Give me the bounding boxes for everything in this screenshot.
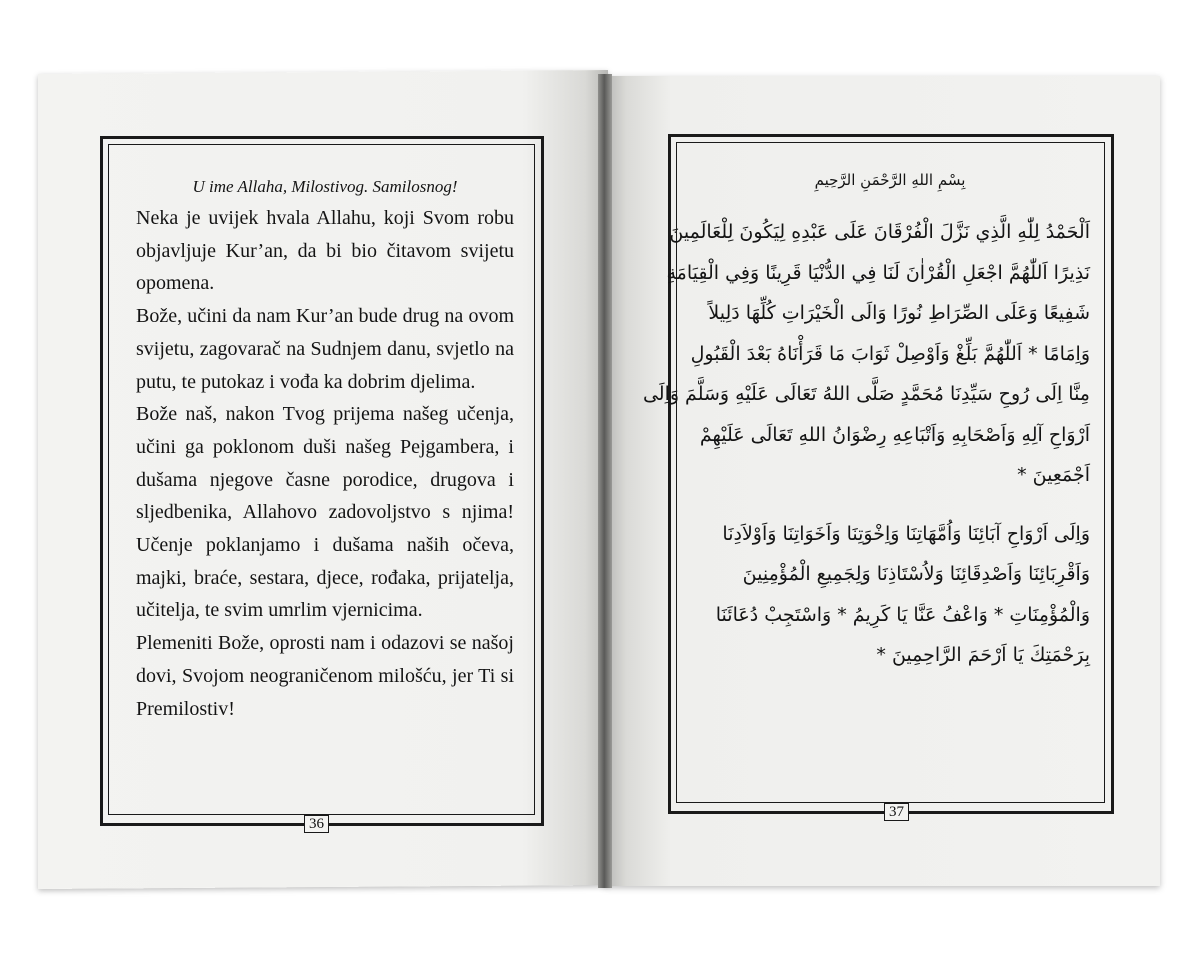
right-page-content <box>642 168 1090 676</box>
arabic-line: مِنَّا اِلَى رُوحِ سَيِّدِنَا مُحَمَّدٍ صَلَّى اللهُ تَعَالَى عَلَيْهِ وَسَلَّمَ وَاِلَى <box>642 383 1090 405</box>
paragraph-praise: Neka je uvijek hvala Allahu, koji Svom robu objavljuje Kur’an, da bi bio čitavom svijetu opomena. <box>136 207 514 295</box>
arabic-line: وَاِلَى اَرْوَاحِ آبَائِنَا وَاُمَّهَاتِنَا وَاِخْوَتِنَا وَاَخَوَاتِنَا وَاَوْلاَدِنَا <box>722 522 1090 545</box>
arabic-line: نَذِيرًا اَللّٰهُمَّ اجْعَلِ الْقُرْاٰنَ لَنَا فِي الدُّنْيَا قَرِينًا وَفِي الْقِيَامَةِ <box>666 261 1090 284</box>
arabic-line: وَاَقْرِبَائِنَا وَاَصْدِقَائِنَا وَلاُسْتَاذِنَا وَلِجَمِيعِ الْمُؤْمِنِينَ <box>742 563 1090 585</box>
left-page-number: 36 <box>304 815 329 833</box>
arabic-block-1 <box>642 212 1090 496</box>
left-page-content <box>136 176 514 725</box>
arabic-line: شَفِيعًا وَعَلَى الصِّرَاطِ نُورًا وَالَى الْخَيْرَاتِ كُلِّهَا دَلِيلاً <box>708 302 1090 324</box>
right-page-number: 37 <box>884 803 909 821</box>
paragraph-dedication: Bože naš, nakon Tvog prijema našeg učenja, učini ga poklonom duši našeg Pejgambera, i dušama njegove časne porodice, drugova i sljedbenika, Allahovo zadovoljstvo s njima! Učenje poklanjamo i dušama naših očeva, majki, braće, sestara, djece, rođaka, prijatelja, učitelja, te svim umrlim vjernicima. <box>136 403 514 622</box>
arabic-bismillah: بِسْمِ اللهِ الرَّحْمَنِ الرَّحِيمِ <box>814 171 966 189</box>
left-page-heading: U ime Allaha, Milostivog. Samilosnog! <box>192 177 458 196</box>
arabic-line: اَرْوَاحِ آلِهِ وَاَصْحَابِهِ وَاَتْبَاعِهِ رِضْوَانُ اللهِ تَعَالَى عَلَيْهِمْ <box>699 423 1090 446</box>
paragraph-quran-companion: Bože, učini da nam Kur’an bude drug na ovom svijetu, zagovarač na Sudnjem danu, svjetlo na putu, te putokaz i vođa ka dobrim djelima. <box>136 305 514 393</box>
arabic-line: وَاِمَامًا * اَللّٰهُمَّ بَلِّغْ وَاَوْصِلْ ثَوَابَ مَا قَرَأْنَاهُ بَعْدَ الْقَبُولِ <box>690 342 1090 365</box>
arabic-line: اَجْمَعِينَ * <box>1017 464 1090 486</box>
arabic-block-2 <box>690 514 1090 676</box>
paragraph-forgiveness: Plemeniti Bože, oprosti nam i odazovi se našoj dovi, Svojom neograničenom milošću, jer Ti si Premilostiv! <box>136 632 514 720</box>
arabic-line: بِرَحْمَتِكَ يَا اَرْحَمَ الرَّاحِمِينَ * <box>876 644 1090 666</box>
book-spine <box>598 74 612 888</box>
arabic-line: اَلْحَمْدُ لِلّٰهِ الَّذِي نَزَّلَ الْفُرْقَانَ عَلَى عَبْدِهِ لِيَكُونَ لِلْعَالَمِينَ <box>669 221 1090 243</box>
arabic-line: وَالْمُؤْمِنَاتِ * وَاعْفُ عَنَّا يَا كَرِيمُ * وَاسْتَجِبْ دُعَائَنَا <box>715 603 1090 626</box>
